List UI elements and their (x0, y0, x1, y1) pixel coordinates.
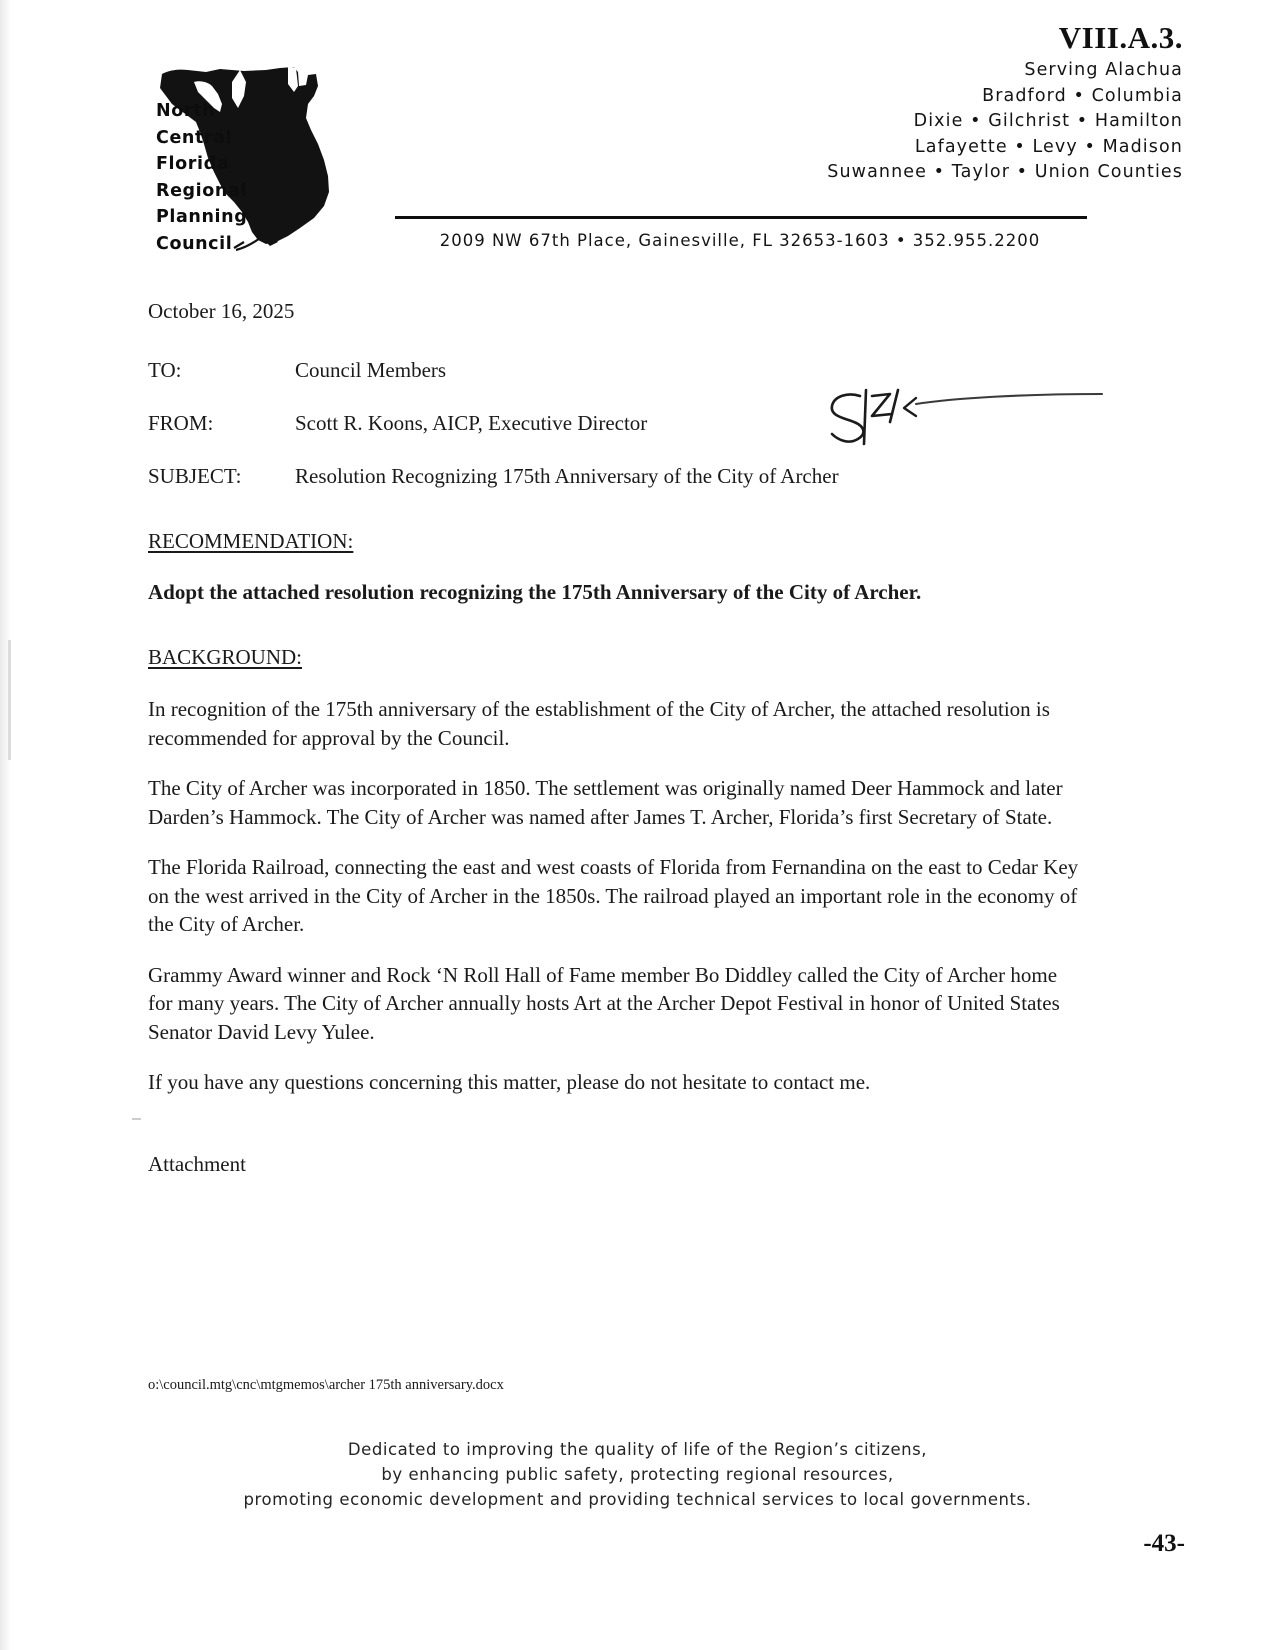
background-paragraph: The City of Archer was incorporated in 1850. The settlement was originally named Deer Hammock and later Darden’s Hammock. The City of Archer was named after James T. Archer, Florida’s first Secretary of State. (148, 776, 1063, 829)
scan-edge-shading (0, 0, 14, 1650)
attachment-note: Attachment (148, 1151, 246, 1176)
council-logo (148, 52, 368, 257)
memo-to-label: TO: (148, 358, 182, 382)
background-paragraph: In recognition of the 175th anniversary of the establishment of the City of Archer, the attached resolution is recommended for approval by the Council. (148, 697, 1050, 750)
memo-date: October 16, 2025 (148, 299, 295, 323)
background-paragraph: Grammy Award winner and Rock ‘N Roll Hall of Fame member Bo Diddley called the City of Archer home for many years. The City of Archer annually hosts Art at the Archer Depot Festival in honor of United States Senator David Levy Yulee. (148, 962, 1060, 1044)
header-divider (395, 216, 1087, 219)
scan-speck (8, 640, 11, 760)
serving-line: Lafayette • Levy • Madison (914, 136, 1183, 157)
memo-subject-label: SUBJECT: (148, 464, 242, 488)
tagline-line: by enhancing public safety, protecting regional resources, (381, 1465, 894, 1484)
memo-body (148, 298, 1083, 1178)
logo-line: Council (156, 233, 233, 254)
serving-line: Bradford • Columbia (982, 85, 1183, 106)
recommendation-heading: RECOMMENDATION: (148, 529, 354, 553)
tagline-line: Dedicated to improving the quality of life of the Region’s citizens, (347, 1440, 928, 1459)
memo-to-value: Council Members (295, 358, 447, 382)
logo-line: Regional (156, 180, 247, 201)
page-number: -43- (1143, 1530, 1185, 1557)
memo-row-to (148, 357, 1083, 384)
serving-line: Suwannee • Taylor • Union Counties (827, 162, 1183, 182)
serving-line: Dixie • Gilchrist • Hamilton (913, 111, 1183, 131)
memo-from-value: Scott R. Koons, AICP, Executive Director (295, 411, 648, 435)
background-heading: BACKGROUND: (148, 645, 303, 669)
logo-line: Florida (156, 154, 230, 174)
mission-tagline (0, 1437, 1275, 1512)
background-paragraph: The Florida Railroad, connecting the east and west coasts of Florida from Fernandina on the east to Cedar Key on the west arrived in the City of Archer in the 1850s. The railroad played an important role in the economy of the City of Archer. (148, 855, 1079, 936)
council-name (156, 98, 247, 257)
recommendation-text: Adopt the attached resolution recognizing the 175th Anniversary of the City of Archer. (148, 580, 922, 604)
serving-counties (563, 58, 1183, 186)
signature-icon (824, 388, 1114, 446)
agenda-item-marker: VIII.A.3. (1058, 20, 1183, 55)
memo-row-subject (148, 463, 1083, 490)
tagline-line: promoting economic development and providing technical services to local governments. (243, 1490, 1032, 1509)
memo-row-from (148, 410, 1083, 437)
memo-from-label: FROM: (148, 411, 214, 435)
scan-speck (132, 1118, 141, 1120)
file-path-footer: o:\council.mtg\cnc\mtgmemos\archer 175th anniversary.docx (148, 1377, 504, 1393)
background-paragraph: If you have any questions concerning this matter, please do not hesitate to contact me. (148, 1070, 871, 1094)
memo-subject-value: Resolution Recognizing 175th Anniversary of the City of Archer (295, 464, 839, 488)
logo-line: Planning (156, 207, 248, 227)
logo-line: North (156, 101, 216, 121)
serving-line: Serving Alachua (1024, 60, 1183, 80)
logo-line: Central (156, 127, 233, 148)
address-line: 2009 NW 67th Place, Gainesville, FL 32653-1603 • 352.955.2200 (439, 231, 1041, 250)
